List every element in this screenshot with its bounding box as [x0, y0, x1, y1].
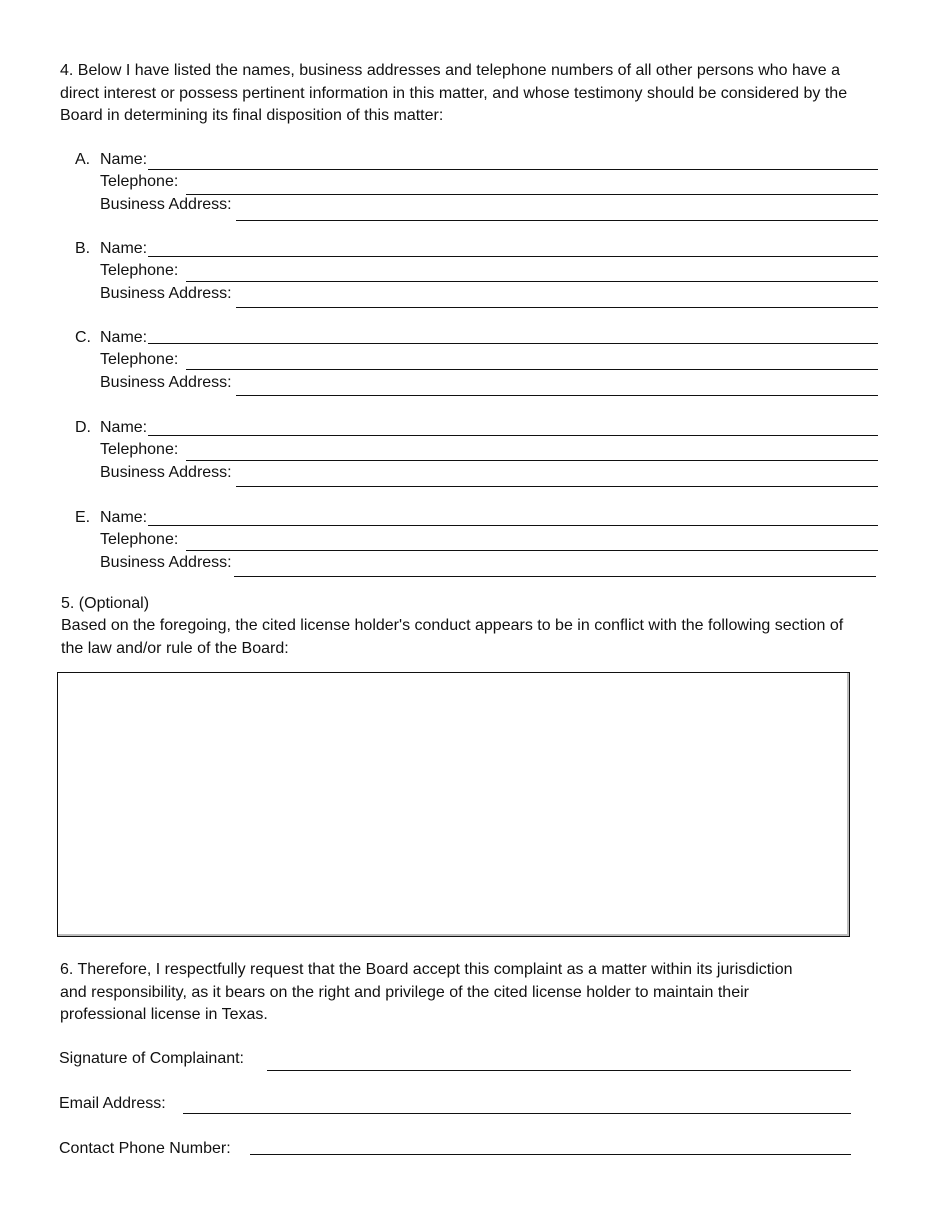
person-entry-a [0, 149, 950, 239]
telephone-input-line[interactable] [186, 194, 878, 195]
business-address-input-line[interactable] [236, 307, 878, 308]
name-input-line[interactable] [148, 256, 878, 257]
business-address-label: Business Address: [100, 464, 232, 481]
person-letter: A. [75, 151, 91, 168]
name-label: Name: [100, 240, 148, 257]
section-5-text: Based on the foregoing, the cited license holder's conduct appears to be in conflict with the following section of the law and/or rule of the Board: [61, 617, 844, 657]
section-6-text: 6. Therefore, I respectfully request that the Board accept this complaint as a matter within its jurisdiction and responsibility, as it bears on the right and privilege of the cited license holder to maintain their professional license in Texas. [60, 961, 793, 1023]
telephone-input-line[interactable] [186, 460, 878, 461]
email-address-input-line[interactable] [183, 1113, 851, 1114]
person-entry-e [0, 507, 950, 597]
business-address-input-line[interactable] [236, 395, 878, 396]
telephone-label: Telephone: [100, 351, 179, 368]
business-address-input-line[interactable] [234, 576, 876, 577]
name-input-line[interactable] [148, 169, 878, 170]
name-input-line[interactable] [148, 435, 878, 436]
telephone-input-line[interactable] [186, 281, 878, 282]
person-letter: B. [75, 240, 91, 257]
business-address-label: Business Address: [100, 374, 232, 391]
telephone-input-line[interactable] [186, 369, 878, 370]
business-address-input-line[interactable] [236, 220, 878, 221]
business-address-label: Business Address: [100, 554, 232, 571]
person-entry-b [0, 238, 950, 328]
contact-phone-label: Contact Phone Number: [59, 1140, 231, 1157]
person-letter: C. [75, 329, 91, 346]
name-label: Name: [100, 419, 148, 436]
telephone-label: Telephone: [100, 262, 179, 279]
business-address-input-line[interactable] [236, 486, 878, 487]
person-letter: D. [75, 419, 91, 436]
name-input-line[interactable] [148, 343, 878, 344]
person-entry-d [0, 417, 950, 507]
business-address-label: Business Address: [100, 196, 232, 213]
telephone-label: Telephone: [100, 441, 179, 458]
telephone-label: Telephone: [100, 173, 179, 190]
person-letter: E. [75, 509, 91, 526]
business-address-label: Business Address: [100, 285, 232, 302]
section-5-heading: 5. (Optional) [61, 595, 150, 612]
email-address-label: Email Address: [59, 1095, 166, 1112]
name-label: Name: [100, 329, 148, 346]
person-entry-c [0, 327, 950, 417]
name-input-line[interactable] [148, 525, 878, 526]
contact-phone-input-line[interactable] [250, 1154, 851, 1155]
name-label: Name: [100, 151, 148, 168]
telephone-input-line[interactable] [186, 550, 878, 551]
section-4-text: 4. Below I have listed the names, business addresses and telephone numbers of all other persons who have a direct interest or possess pertinent information in this matter, and whose testimony should be considered by the Board in determining its final disposition of this matter: [60, 62, 848, 124]
telephone-label: Telephone: [100, 531, 179, 548]
signature-label: Signature of Complainant: [59, 1050, 244, 1067]
law-rule-text-area[interactable] [57, 672, 850, 937]
signature-input-line[interactable] [267, 1070, 851, 1071]
name-label: Name: [100, 509, 148, 526]
